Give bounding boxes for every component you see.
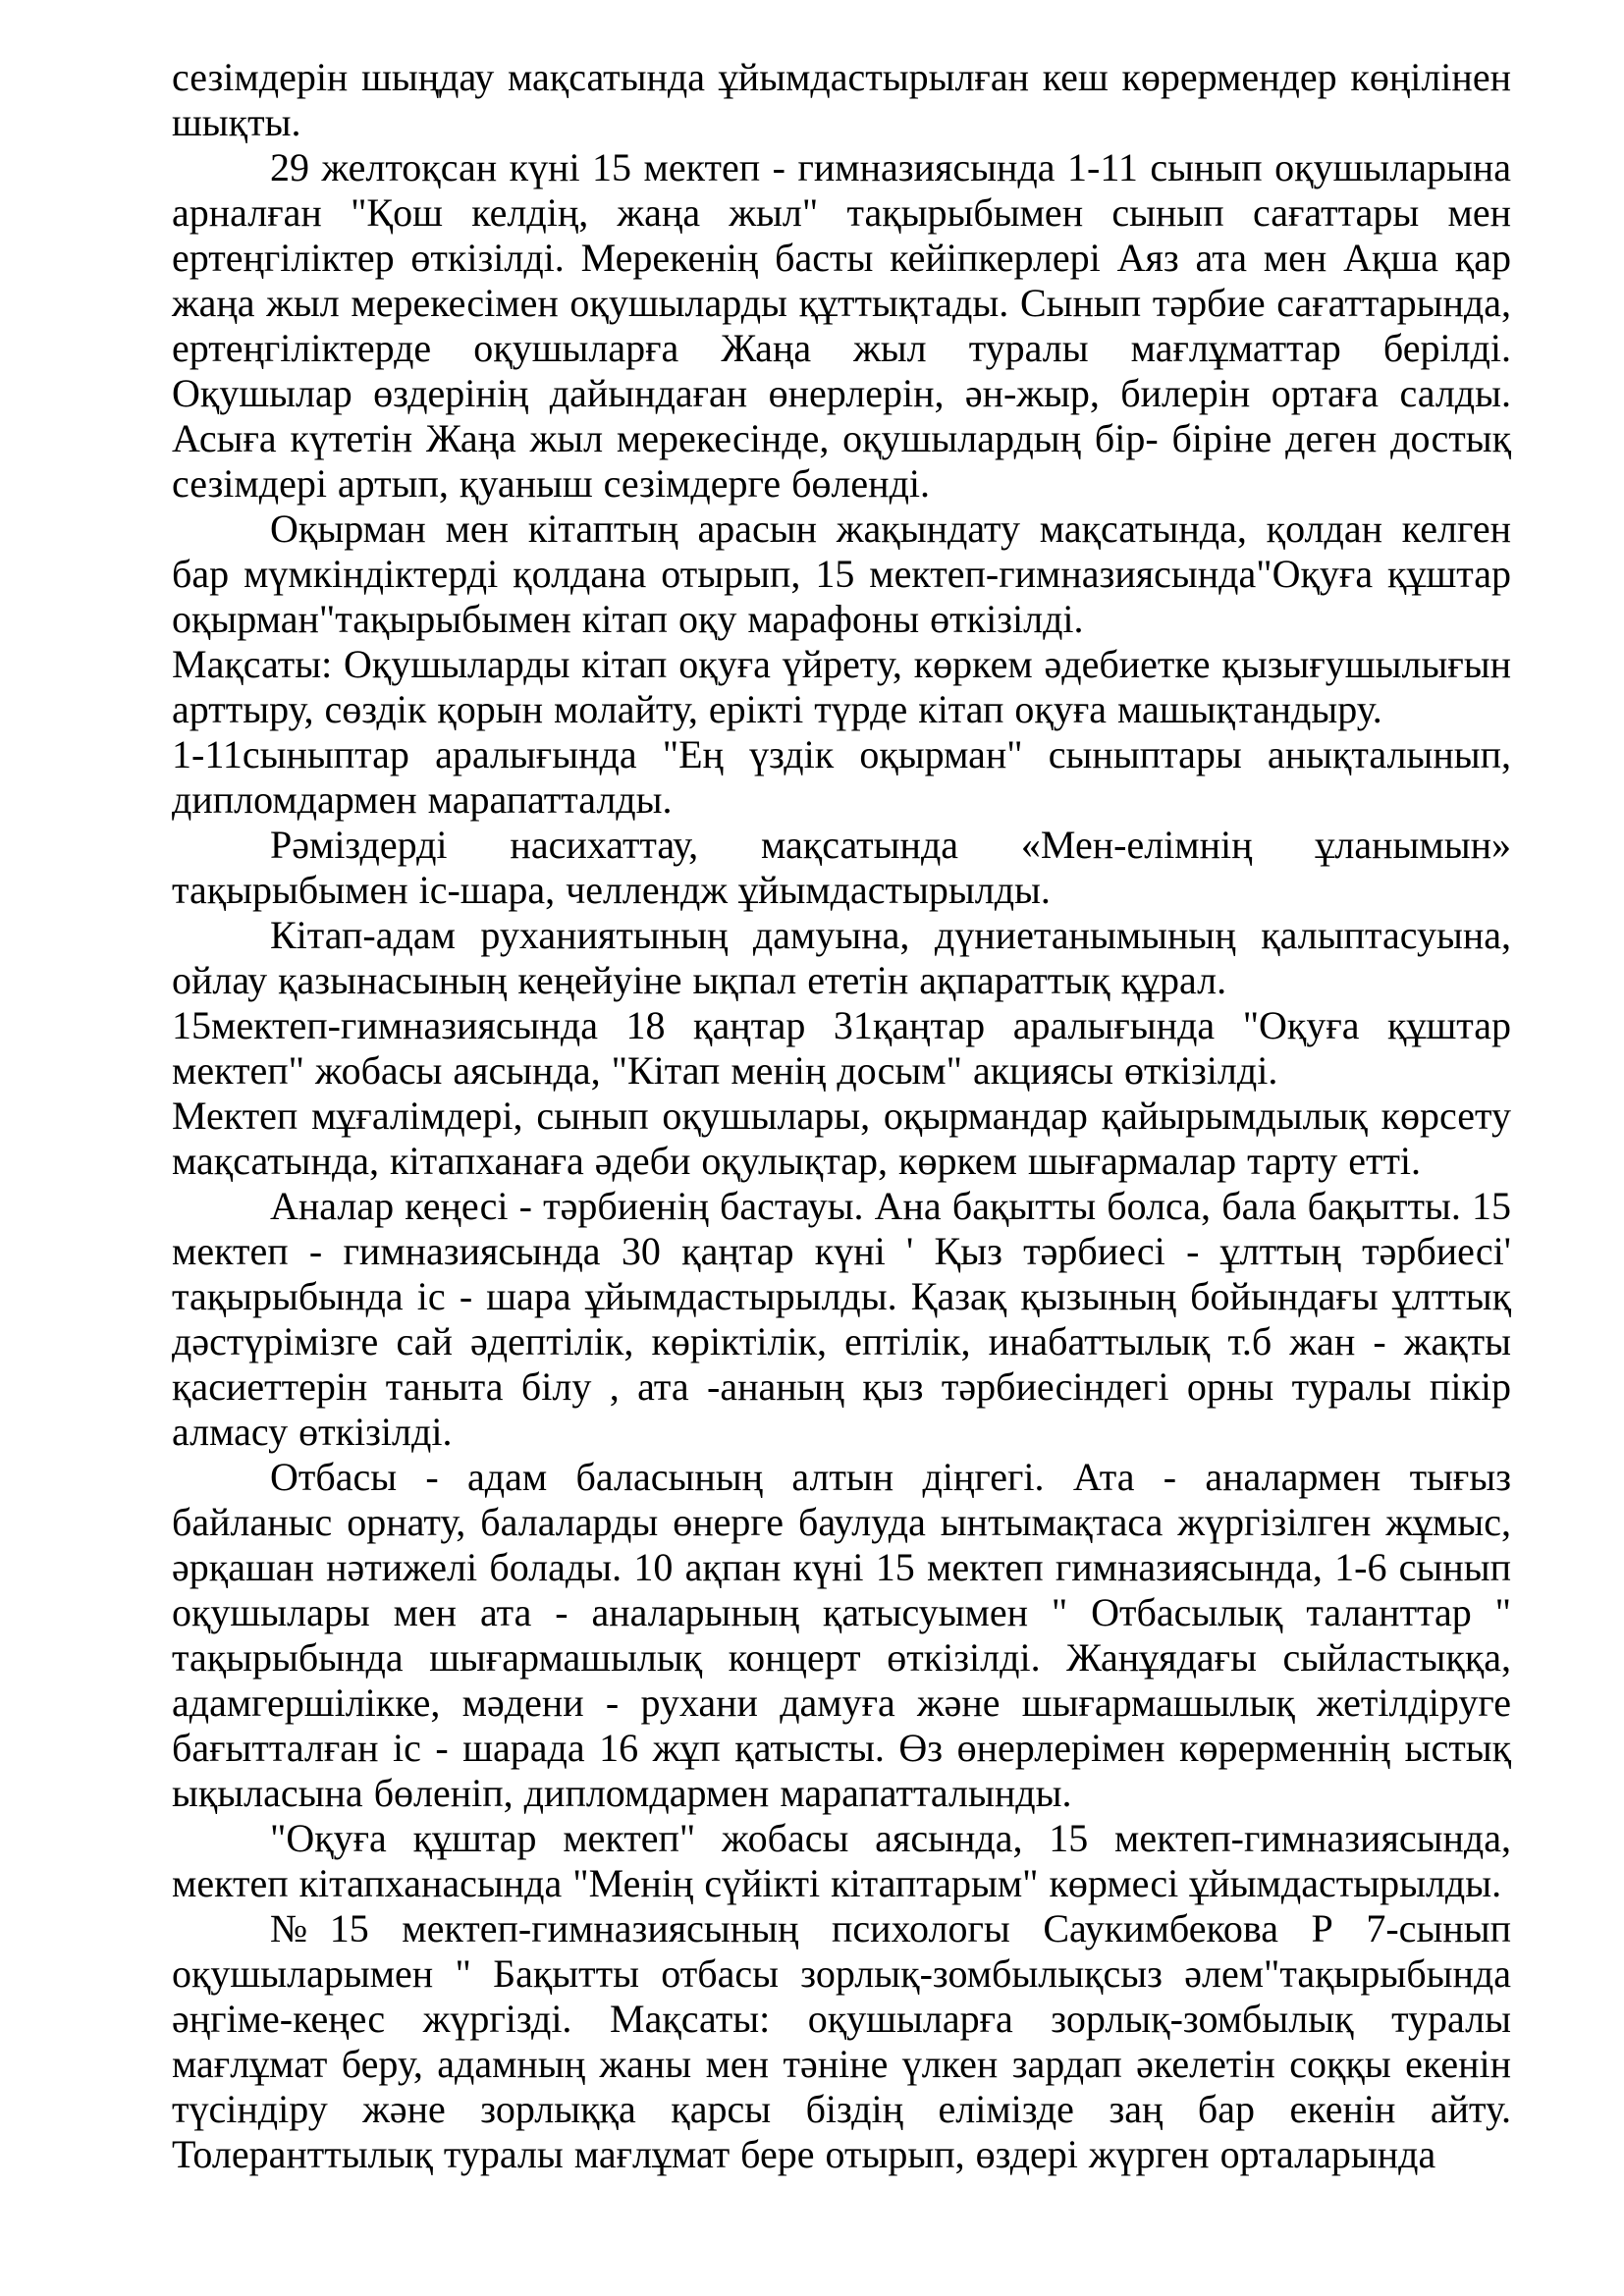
paragraph-new-year-celebrations: 29 желтоқсан күні 15 мектеп - гимназиясында 1-11 сынып оқушыларына арналған "Қош келдің, жаңа жыл" тақырыбымен сынып сағаттары мен ертеңгіліктер өткізілді. Мерекенің басты кейіпкерлері Аяз ата мен Ақша қар жаңа жыл мерекесімен оқушыларды құттықтады. Сынып тәрбие сағаттарында, ертеңгіліктерде оқушыларға Жаңа жыл туралы мағлұматтар берілді. Оқушылар өздерінің дайындаған өнерлерін, ән-жыр, билерін ортаға салды. Асыға күтетін Жаңа жыл мерекесінде, оқушылардың бір- біріне деген достық сезімдері артып, қуаныш сезімдерге бөленді. [172,145,1511,506]
paragraph-best-reader-awards: 1-11сыныптар аралығында "Ең үздік оқырман" сыныптары анықталынып, дипломдармен марапатталды. [172,732,1511,822]
paragraph-marathon-goal: Мақсаты: Оқушыларды кітап оқуға үйрету, көркем әдебиетке қызығушылығын арттыру, сөздік қорын молайту, ерікті түрде кітап оқуға машықтандыру. [172,642,1511,731]
paragraph-symbols-challenge: Рәміздерді насихаттау, мақсатында «Мен-елімнің ұланымын» тақырыбымен іс-шара, челлендж ұйымдастырылды. [172,823,1511,912]
paragraph-mothers-council-event: Аналар кеңесі - тәрбиенің бастауы. Ана бақытты болса, бала бақытты. 15 мектеп - гимназиясында 30 қаңтар күні ' Қыз тәрбиесі - ұлттың тәрбиесі' тақырыбында іс - шара ұйымдастырылды. Қазақ қызының бойындағы ұлттық дәстүрімізге сай әдептілік, көріктілік, ептілік, инабаттылық т.б жан - жақты қасиеттерін таныта білу , ата -ананың қыз тәрбиесіндегі орны туралы пікір алмасу өткізілді. [172,1184,1511,1454]
paragraph-audience-response: сезімдерін шыңдау мақсатында ұйымдастырылған кеш көрермендер көңілінен шықты. [172,55,1511,144]
paragraph-charity-book-donation: Мектеп мұғалімдері, сынып оқушылары, оқырмандар қайырымдылық көрсету мақсатында, кітапханаға әдеби оқулықтар, көркем шығармалар тарту етті. [172,1094,1511,1183]
paragraph-favorite-books-exhibition: "Оқуға құштар мектеп" жобасы аясында, 15 мектеп-гимназиясында, мектеп кітапханасында "Менің сүйікті кітаптарым" көрмесі ұйымдастырылды. [172,1816,1511,1905]
paragraph-reading-marathon: Оқырман мен кітаптың арасын жақындату мақсатында, қолдан келген бар мүмкіндіктерді қолдана отырып, 15 мектеп-гимназиясында"Оқуға құштар оқырман"тақырыбымен кітап оқу марафоны өткізілді. [172,507,1511,641]
paragraph-book-my-friend-action: 15мектеп-гимназиясында 18 қаңтар 31қаңтар аралығында "Оқуға құштар мектеп" жобасы аясында, "Кітап менің досым" акциясы өткізілді. [172,1003,1511,1093]
paragraph-family-talents-concert: Отбасы - адам баласының алтын діңгегі. Ата - аналармен тығыз байланыс орнату, балаларды өнерге баулуда ынтымақтаса жүргізілген жұмыс, әрқашан нәтижелі болады. 10 ақпан күні 15 мектеп гимназиясында, 1-6 сынып оқушылары мен ата - аналарының қатысуымен " Отбасылық таланттар " тақырыбында шығармашылық концерт өткізілді. Жанұядағы сыйластыққа, адамгершілікке, мәдени - рухани дамуға және шығармашылық жетілдіруге бағытталған іс - шарада 16 жұп қатысты. Өз өнерлерімен көрерменнің ыстық ықыласына бөленіп, дипломдармен марапатталынды. [172,1455,1511,1815]
paragraph-psychologist-talk: №15 мектеп-гимназиясының психологы Саукимбекова Р 7-сынып оқушыларымен " Бақытты отбасы зорлық-зомбылықсыз әлем"тақырыбында әңгіме-кеңес жүргізді. Мақсаты: оқушыларға зорлық-зомбылық туралы мағлұмат беру, адамның жаны мен тәніне үлкен зардап әкелетін соққы екенін түсіндіру және зорлыққа қарсы біздің елімізде заң бар екенін айту. Толеранттылық туралы мағлұмат бере отырып, өздері жүрген орталарында [172,1906,1511,2176]
paragraph-book-importance: Кітап-адам руханиятының дамуына, дүниетанымының қалыптасуына, ойлау қазынасының кеңейуіне ықпал ететін ақпараттық құрал. [172,913,1511,1002]
